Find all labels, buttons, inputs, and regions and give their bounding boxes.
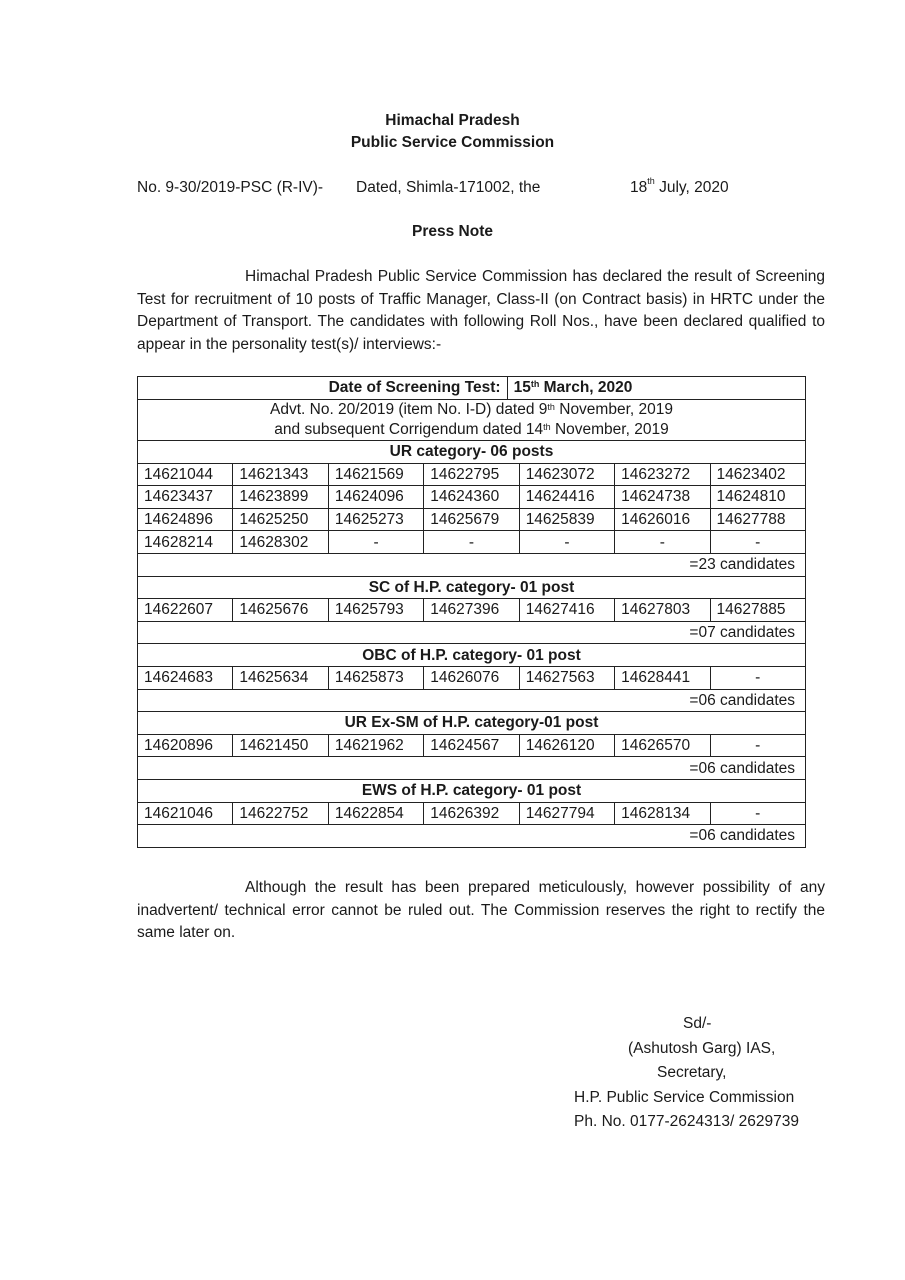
signature-block (560, 1012, 860, 1135)
roll-number-cell: 14624810 (710, 486, 805, 509)
corrigendum-text: and subsequent Corrigendum dated 14th November, 2019 (274, 421, 669, 438)
candidate-count: =06 candidates (138, 757, 806, 780)
roll-number-cell: 14624096 (328, 486, 423, 509)
page-title: Press Note (412, 223, 493, 240)
roll-number-cell: 14624416 (519, 486, 614, 509)
reference-dated: Dated, Shimla-171002, the (356, 179, 541, 196)
roll-number-cell: 14621046 (138, 802, 233, 825)
category-title: OBC of H.P. category- 01 post (138, 644, 806, 667)
candidate-count-row (138, 825, 806, 848)
advertisement-row (138, 400, 806, 441)
category-title-row (138, 779, 806, 802)
signature-office: H.P. Public Service Commission (574, 1088, 795, 1106)
roll-number-row (138, 599, 806, 622)
header-line-2: Public Service Commission (350, 134, 555, 151)
roll-number-cell: 14628302 (233, 531, 328, 554)
roll-number-cell: - (519, 531, 614, 554)
category-title-row (138, 712, 806, 735)
roll-number-cell: 14622752 (233, 802, 328, 825)
roll-number-cell: 14626016 (615, 508, 710, 531)
roll-number-cell: 14627885 (710, 599, 805, 622)
signature-designation: Secretary, (657, 1064, 727, 1081)
roll-number-row (138, 508, 806, 531)
roll-number-cell: 14625873 (328, 666, 423, 689)
roll-number-cell: - (424, 531, 519, 554)
category-title: EWS of H.P. category- 01 post (138, 779, 806, 802)
screening-date-label: Date of Screening Test: (328, 379, 501, 396)
roll-number-cell: 14624738 (615, 486, 710, 509)
signature-phone: Ph. No. 0177-2624313/ 2629739 (574, 1113, 799, 1130)
category-title-row (138, 441, 806, 464)
roll-number-row (138, 802, 806, 825)
roll-number-row (138, 486, 806, 509)
signature-sd: Sd/- (683, 1015, 712, 1032)
category-title-row (138, 644, 806, 667)
roll-number-cell: 14625634 (233, 666, 328, 689)
roll-number-cell: 14628441 (615, 666, 710, 689)
screening-date-row (138, 377, 806, 400)
roll-number-cell: - (328, 531, 423, 554)
roll-number-cell: 14624896 (138, 508, 233, 531)
roll-number-cell: 14626120 (519, 734, 614, 757)
roll-number-cell: 14624360 (424, 486, 519, 509)
roll-number-cell: 14626392 (424, 802, 519, 825)
roll-number-cell: 14628214 (138, 531, 233, 554)
roll-number-cell: 14625839 (519, 508, 614, 531)
roll-number-cell: 14626076 (424, 666, 519, 689)
roll-number-cell: - (710, 531, 805, 554)
candidate-count-row (138, 689, 806, 712)
roll-number-cell: 14621962 (328, 734, 423, 757)
candidate-count-row (138, 621, 806, 644)
closing-paragraph: Although the result has been prepared meticulously, however possibility of any inadvertent/ technical error cannot be ruled out. The Commission reserves the right to rectify the same later on. (137, 879, 825, 942)
signature-name: (Ashutosh Garg) IAS, (628, 1039, 776, 1057)
candidate-count: =23 candidates (138, 553, 806, 576)
intro-paragraph: Himachal Pradesh Public Service Commission has declared the result of Screening Test for recruitment of 10 posts of Traffic Manager, Class-II (on Contract basis) in HRTC under the Department of Transport. The candidates with following Roll Nos., have been declared qualified to appear in the personality test(s)/ interviews:- (137, 268, 825, 353)
roll-number-cell: - (710, 802, 805, 825)
roll-number-cell: 14625679 (424, 508, 519, 531)
roll-number-cell: 14625250 (233, 508, 328, 531)
roll-number-cell: 14624683 (138, 666, 233, 689)
roll-number-cell: 14625793 (328, 599, 423, 622)
candidate-count: =07 candidates (138, 621, 806, 644)
roll-number-cell: 14622854 (328, 802, 423, 825)
reference-number: No. 9-30/2019-PSC (R-IV)- (137, 179, 324, 196)
category-title: UR category- 06 posts (138, 441, 806, 464)
roll-number-cell: 14621569 (328, 463, 423, 486)
candidate-count: =06 candidates (138, 689, 806, 712)
roll-number-cell: 14623402 (710, 463, 805, 486)
roll-number-cell: 14625676 (233, 599, 328, 622)
roll-number-cell: 14627788 (710, 508, 805, 531)
roll-number-cell: 14624567 (424, 734, 519, 757)
roll-number-cell: 14627396 (424, 599, 519, 622)
roll-number-cell: 14622795 (424, 463, 519, 486)
roll-number-cell: 14621450 (233, 734, 328, 757)
roll-number-cell: 14622607 (138, 599, 233, 622)
candidate-count-row (138, 757, 806, 780)
results-table (137, 376, 806, 848)
roll-number-cell: 14628134 (615, 802, 710, 825)
roll-number-cell: 14627794 (519, 802, 614, 825)
candidate-count: =06 candidates (138, 825, 806, 848)
roll-number-cell: - (615, 531, 710, 554)
roll-number-cell: 14623072 (519, 463, 614, 486)
roll-number-cell: 14623437 (138, 486, 233, 509)
category-title: UR Ex-SM of H.P. category-01 post (138, 712, 806, 735)
roll-number-cell: 14623272 (615, 463, 710, 486)
candidate-count-row (138, 553, 806, 576)
roll-number-cell: 14626570 (615, 734, 710, 757)
roll-number-row (138, 463, 806, 486)
roll-number-cell: 14620896 (138, 734, 233, 757)
screening-date-value: 15th March, 2020 (513, 379, 633, 396)
header-line-1: Himachal Pradesh (385, 112, 520, 129)
roll-number-cell: 14621343 (233, 463, 328, 486)
category-title-row (138, 576, 806, 599)
roll-number-cell: - (710, 666, 805, 689)
roll-number-row (138, 666, 806, 689)
roll-number-row (138, 531, 806, 554)
roll-number-cell: 14627803 (615, 599, 710, 622)
advertisement-text: Advt. No. 20/2019 (item No. I-D) dated 9th November, 2019 (270, 401, 673, 418)
roll-number-cell: 14627563 (519, 666, 614, 689)
roll-number-cell: - (710, 734, 805, 757)
roll-number-cell: 14625273 (328, 508, 423, 531)
roll-number-row (138, 734, 806, 757)
roll-number-cell: 14623899 (233, 486, 328, 509)
roll-number-cell: 14627416 (519, 599, 614, 622)
category-title: SC of H.P. category- 01 post (138, 576, 806, 599)
roll-number-cell: 14621044 (138, 463, 233, 486)
reference-date: 18th July, 2020 (630, 176, 729, 196)
